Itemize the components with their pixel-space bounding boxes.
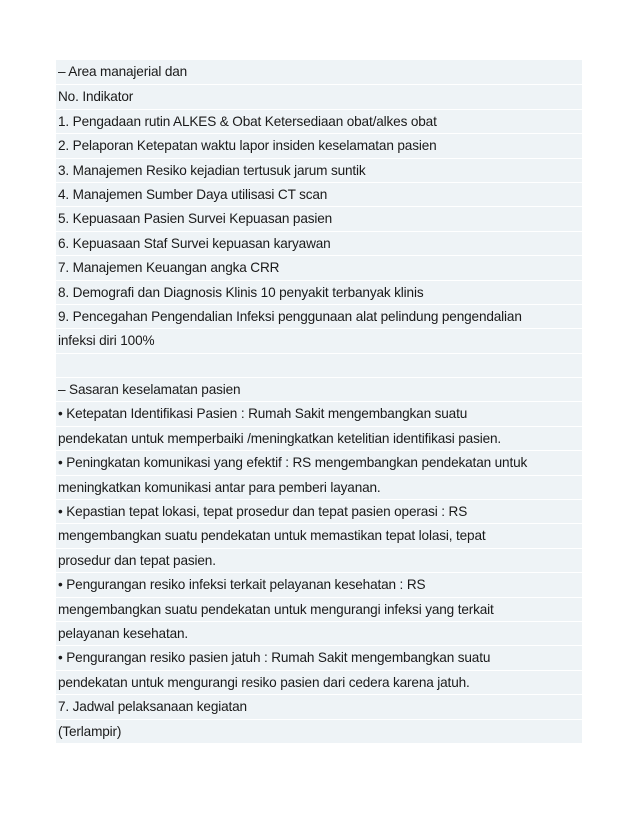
text-line: • Peningkatan komunikasi yang efektif : RS mengembangkan pendekatan untuk bbox=[56, 450, 582, 474]
text-line: • Pengurangan resiko infeksi terkait pelayanan kesehatan : RS bbox=[56, 572, 582, 596]
text-line: 7. Jadwal pelaksanaan kegiatan bbox=[56, 694, 582, 718]
text-line: 5. Kepuasaan Pasien Survei Kepuasan pasien bbox=[56, 206, 582, 230]
text-line: • Ketepatan Identifikasi Pasien : Rumah Sakit mengembangkan suatu bbox=[56, 401, 582, 425]
text-line: pelayanan kesehatan. bbox=[56, 621, 582, 645]
text-line: 2. Pelaporan Ketepatan waktu lapor insiden keselamatan pasien bbox=[56, 133, 582, 157]
text-line: • Kepastian tepat lokasi, tepat prosedur dan tepat pasien operasi : RS bbox=[56, 499, 582, 523]
text-line: 8. Demografi dan Diagnosis Klinis 10 penyakit terbanyak klinis bbox=[56, 280, 582, 304]
text-line: 9. Pencegahan Pengendalian Infeksi penggunaan alat pelindung pengendalian bbox=[56, 304, 582, 328]
text-line: meningkatkan komunikasi antar para pemberi layanan. bbox=[56, 475, 582, 499]
text-line: No. Indikator bbox=[56, 84, 582, 108]
text-line: mengembangkan suatu pendekatan untuk memastikan tepat lolasi, tepat bbox=[56, 523, 582, 547]
text-line: 6. Kepuasaan Staf Survei kepuasan karyawan bbox=[56, 231, 582, 255]
text-line: (Terlampir) bbox=[56, 719, 582, 743]
text-line: mengembangkan suatu pendekatan untuk mengurangi infeksi yang terkait bbox=[56, 597, 582, 621]
text-line: 1. Pengadaan rutin ALKES & Obat Ketersediaan obat/alkes obat bbox=[56, 109, 582, 133]
text-line: pendekatan untuk memperbaiki /meningkatkan ketelitian identifikasi pasien. bbox=[56, 426, 582, 450]
text-line: – Area manajerial dan bbox=[58, 64, 188, 79]
text-line: prosedur dan tepat pasien. bbox=[56, 548, 582, 572]
text-line: pendekatan untuk mengurangi resiko pasien dari cedera karena jatuh. bbox=[56, 670, 582, 694]
text-line: – Sasaran keselamatan pasien bbox=[56, 377, 582, 401]
text-line: • Pengurangan resiko pasien jatuh : Rumah Sakit mengembangkan suatu bbox=[56, 645, 582, 669]
blank-line bbox=[56, 353, 582, 377]
text-line: 7. Manajemen Keuangan angka CRR bbox=[56, 255, 582, 279]
text-line: 3. Manajemen Resiko kejadian tertusuk jarum suntik bbox=[56, 158, 582, 182]
text-line: 4. Manajemen Sumber Daya utilisasi CT scan bbox=[56, 182, 582, 206]
text-line: infeksi diri 100% bbox=[56, 328, 582, 352]
document-page bbox=[56, 60, 582, 743]
